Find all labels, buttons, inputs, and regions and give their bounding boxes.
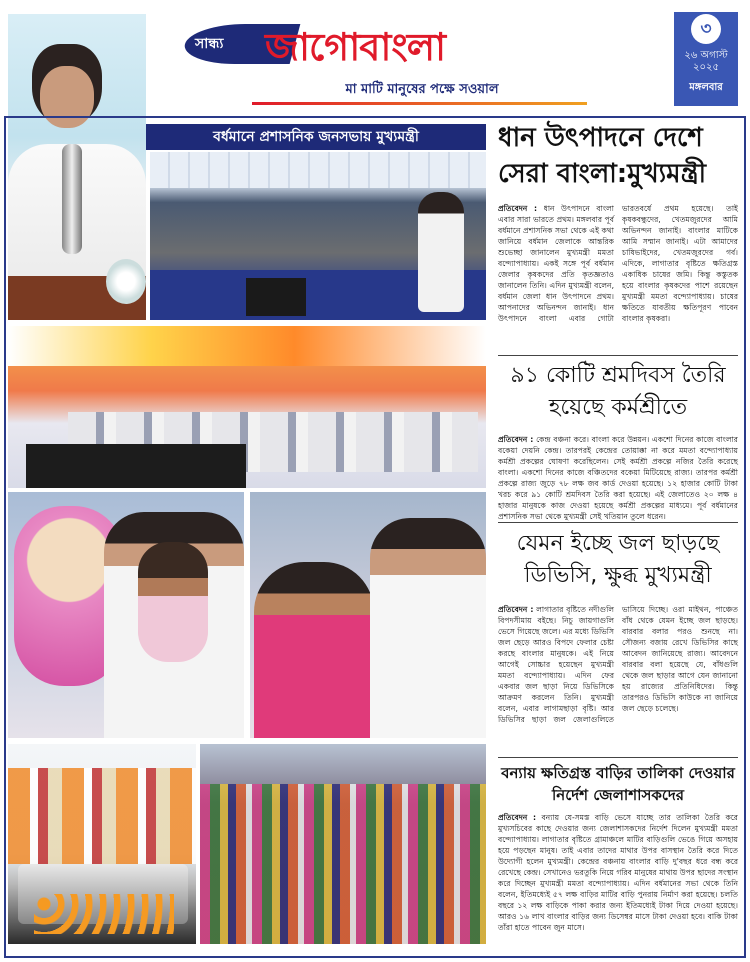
article-divider [498,522,738,523]
article-body: ধান উৎপাদনে বাংলা এবার সারা ভারতে প্রথম। মঙ্গলবার পূর্ব বর্ধমানে প্রশাসনিক সভা থেকে এই কথা জানিয়ে বর্ধমান জেলাকে আন্তরিক শুভেচ্ছা জানালেন মুখ্যমন্ত্রী মমতা বন্দ্যোপাধ্যায়। একই সঙ্গে পূর্ব বর্ধমান জেলার কৃষকদের প্রতি কৃতজ্ঞতাও জানালেন তিনি। এদিন মুখ্যমন্ত্রী বলেন, বর্ধমান জেলা ধান উৎপাদনে প্রথম। আপনাদের অভিনন্দন জানাই। ধান উৎপাদনে বাংলা এবার গোটা ভারতবর্ষে প্রথম হয়েছে। তাই কৃষকবন্ধুদের, খেতমজুরদের আমি অভিনন্দন জানাই। বাংলার মাটিকে আমি সম্মান জানাই। এটা আমাদের চাষিভাইদের, খেতমজুরদের গর্ব। এদিকে, লাগাতার বৃষ্টিতে ক্ষতিগ্রস্ত একাধিক চাষের জমি। কিন্তু কস্তুতক হয়ে বাংলার কৃষকদের পাশে রয়েছেন মুখ্যমন্ত্রী মমতা বন্দ্যোপাধ্যায়। চাষের ক্ষতিতে যাবতীয় ক্ষতিপূরণ পাবেন বাংলার কৃষকরা। [498,204,738,323]
cm-with-child-photo [8,492,244,738]
headline-dvc-water: যেমন ইচ্ছে জল ছাড়ছে ডিভিসি, ক্ষুব্ধ মুখ্যমন্ত্রী [516,531,720,588]
headline-rice-production: ধান উৎপাদনে দেশে সেরা বাংলা:মুখ্যমন্ত্রী [498,123,707,189]
tagline-underline [252,102,587,105]
folk-dancers-photo [8,744,196,944]
article-body: বন্যায় যে-সমস্ত বাড়ি ভেসে যাচ্ছে তার তালিকা তৈরি করে মুখ্যসচিবের কাছে দেওয়ার জন্য জেলাশাসকদের নির্দেশ দিলেন মুখ্যমন্ত্রী মমতা বন্দ্যোপাধ্যায়। লাগাতার বৃষ্টিতে গ্রামাঞ্চলে মাটির বাড়িগুলি ভেঙে গিয়ে অসহায় হয়ে পড়ছেন মানুষ। তাই এবার তাদের মাথার উপর বাসস্থান তৈরি করে দিতে উদ্যোগী হলেন মুখ্যমন্ত্রী। কেন্দ্রের বঞ্চনায় বাংলার বাড়ি দু'বছর ধরে বন্ধ করে রেখেছে কেন্দ্র। সেখানেও ভরতুকি নিয়ে গরিব মানুষের মাথায় উপর ছাদের সংস্থান করে দিচ্ছেন মুখ্যমন্ত্রী মমতা বন্দ্যোপাধ্যায়। এদিন বর্ধমানের সভা থেকে তিনি বলেন, ইতিমধ্যেই ৫৭ লক্ষ বাড়ির মাটির বাড়ি পুনরায় নির্মাণ করা হয়েছে। চলতি বছরে ১২ লক্ষ বাড়িকে পাকা করার জন্য ইতিমধ্যেই টাকা দিয়ে দেওয়া হয়েছে। আরও ১৬ লাখ বাংলার বাড়ির জন্য ডিসেম্বর মাসে টাকা দেওয়া হবে। বাকি টাকা তাঁরা হাতে পাবেন জুন মাসে। [498,813,738,932]
article-flood-houses [498,812,738,944]
article-byline: প্রতিবেদন : [498,204,538,213]
rally-stage-photo [150,152,486,320]
dais-photo [8,326,486,488]
article-rice-production [498,203,738,351]
article-dvc-water [498,604,738,754]
cm-with-girl-photo [250,492,486,738]
issue-weekday: মঙ্গলবার [689,82,723,93]
issue-info-box [674,12,738,106]
article-byline: প্রতিবেদন : [498,605,534,614]
article-divider [498,355,738,356]
issue-date: ২৬ অগাস্ট ২০২৫ [684,50,728,73]
newspaper-logo[interactable] [185,18,605,80]
headline-flood-houses: বন্যায় ক্ষতিগ্রস্ত বাড়ির তালিকা দেওয়ার নির্দেশ জেলাশাসকদের [501,764,735,804]
photo-caption: বর্ধমানে প্রশাসনিক জনসভায় মুখ্যমন্ত্রী [146,124,486,150]
article-body: লাগাতার বৃষ্টিতে নদীগুলি বিপদসীমায় বইছে। নিচু জায়গাগুলি ভেসে গিয়েছে জলে। এর মধ্যে ডিভিসি জল ছেড়ে আরও বিপদে ফেলার চেষ্টা করছে বাংলার মানুষকে। এই নিয়ে আগেই সোচ্চার হয়েছেন মুখ্যমন্ত্রী মমতা বন্দ্যোপাধ্যায়। এদিন ফের একবার জল ছাড়া নিয়ে ডিভিসিকে আক্রমণ করলেন তিনি। মুখ্যমন্ত্রী বলেন, এবার লাগামছাড়া বৃষ্টি। আর ডিভিসির ছাড়া জল জেলাগুলিতে ভাসিয়ে দিচ্ছে। ওরা মাইথন, পাঞ্চেত বাঁধ থেকে যেমন ইচ্ছে জল ছাড়ছে। বারবার বলার পরও শুনছে না। সৌজন্য বজায় রেখে ডিভিসির কাছে আবেদন জানিয়েছে রাজ্য। আবেদনে বারবার বলা হয়েছে যে, বাঁধগুলি থেকে জল ছাড়ার আগে যেন জানানো হয় রাজ্যের প্রতিনিধিদের। কিন্তু তারপরও ডিভিসি কাউকে না জানিয়ে জল ছেড়ে চলেছে। [498,605,738,724]
issue-number: ৩ [691,14,721,44]
audience-photo [200,744,486,944]
article-byline: প্রতিবেদন : [498,813,537,822]
article-body: কেন্দ্র বঞ্চনা করে। বাংলা করে উন্নয়ন। একশো দিনের কাজে বাংলার বকেয়া দেয়নি কেন্দ্র। তারপরই কেন্দ্রের তোয়াক্কা না করে মমতা বন্দ্যোপাধ্যায় কর্মশ্রী প্রকল্পের ঘোষণা করেছিলেন। সেই কর্মশ্রী প্রকল্পে নজির তৈরি করেছে বাংলা। একশো দিনের কাজে বঞ্চিতদের বকেয়া মিটিয়েছে রাজ্য। তারপর কর্মশ্রী প্রকল্পে রাজ্য জুড়ে ৭৮ লক্ষ জব কার্ড দেওয়া হয়েছে। ১২ হাজার কোটি টাকা খরচ করে ৯১ কোটি শ্রমদিবস তৈরি করা হয়েছে। এই জেলাতেও ২০ লক্ষ ৪ হাজার মানুষকে কাজ দেওয়া হয়েছে কর্মশ্রী প্রকল্পের মাধ্যমে। পূর্ব বর্ধমানের প্রশাসনিক সভা থেকে মুখ্যমন্ত্রী সেই খতিয়ান তুলে ধরেন। [498,435,738,521]
headline-karmashree: ৯১ কোটি শ্রমদিবস তৈরি হয়েছে কর্মশ্রীতে [510,363,726,420]
article-byline: প্রতিবেদন : [498,435,534,444]
article-karmashree [498,434,738,521]
logo-title: জাগোবাংলা [265,24,446,69]
tagline: মা মাটি মানুষের পক্ষে সওয়াল [345,82,499,97]
logo-prefix: সান্ধ্য [195,36,224,52]
article-divider [498,757,738,758]
